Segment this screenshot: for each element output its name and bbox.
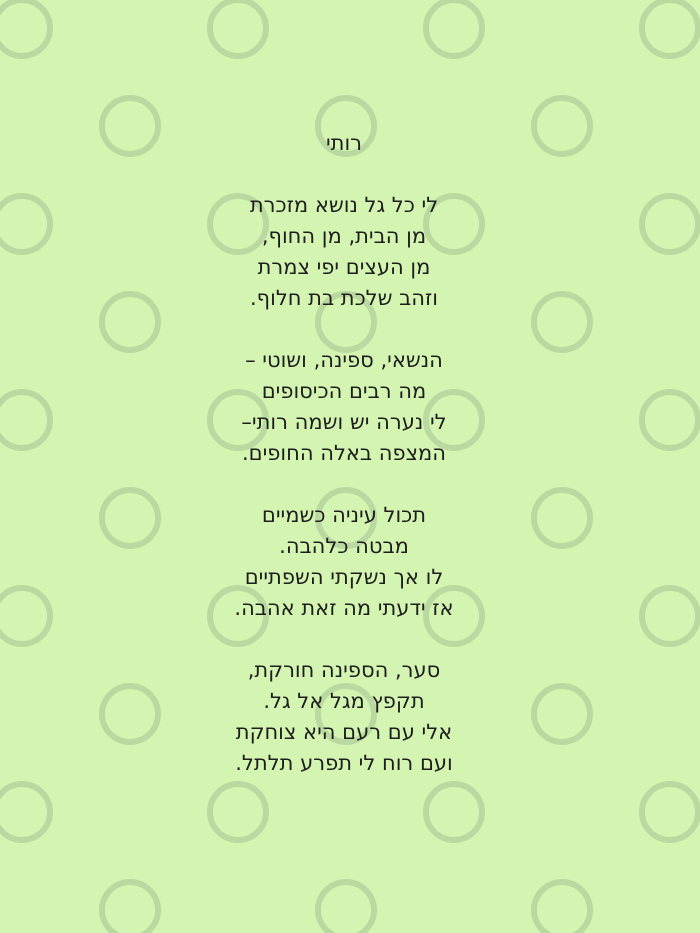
poem (0, 128, 688, 779)
poem-line: תקפץ מגל אל גל. (263, 689, 425, 713)
decorative-circle (531, 879, 593, 933)
poem-line: מה רבים הכיסופים (261, 379, 427, 403)
poem-line: לי כל גל נושא מזכרת (249, 193, 439, 217)
poem-stanza (0, 655, 688, 779)
decorative-circle (0, 781, 53, 843)
poem-line: וזהב שלכת בת חלוף. (249, 286, 439, 310)
poem-line: אז ידעתי מה זאת אהבה. (234, 596, 454, 620)
poem-line: מן העצים יפי צמרת (257, 255, 431, 279)
poem-stanza (0, 190, 688, 314)
poem-title: רותי (325, 131, 363, 155)
decorative-circle (423, 781, 485, 843)
decorative-circle (207, 781, 269, 843)
poem-stanza (0, 500, 688, 624)
poem-line: אלי עם רעם היא צוחקת (235, 720, 453, 744)
decorative-circle (423, 0, 485, 59)
decorative-circle (639, 781, 700, 843)
poem-line: המצפה באלה החופים. (241, 441, 447, 465)
decorative-circle (0, 0, 53, 59)
poem-line: לו אך נשקתי השפתיים (244, 565, 444, 589)
poem-line: מן הבית, מן החוף, (261, 224, 427, 248)
poem-line: מבטה כלהבה. (279, 534, 409, 558)
poem-line: לי נערה יש ושמה רותי– (241, 410, 447, 434)
decorative-circle (639, 0, 700, 59)
poem-stanzas (0, 190, 688, 779)
poem-line: תכול עיניה כשמיים (261, 503, 427, 527)
decorative-circle (99, 879, 161, 933)
decorative-circle (207, 0, 269, 59)
decorative-circle (315, 879, 377, 933)
poem-line: סער, הספינה חורקת, (247, 658, 441, 682)
poem-line: הנשאי, ספינה, ושוטי – (245, 348, 443, 372)
poem-stanza (0, 345, 688, 469)
poem-line: ועם רוח לי תפרע תלתל. (235, 751, 453, 775)
